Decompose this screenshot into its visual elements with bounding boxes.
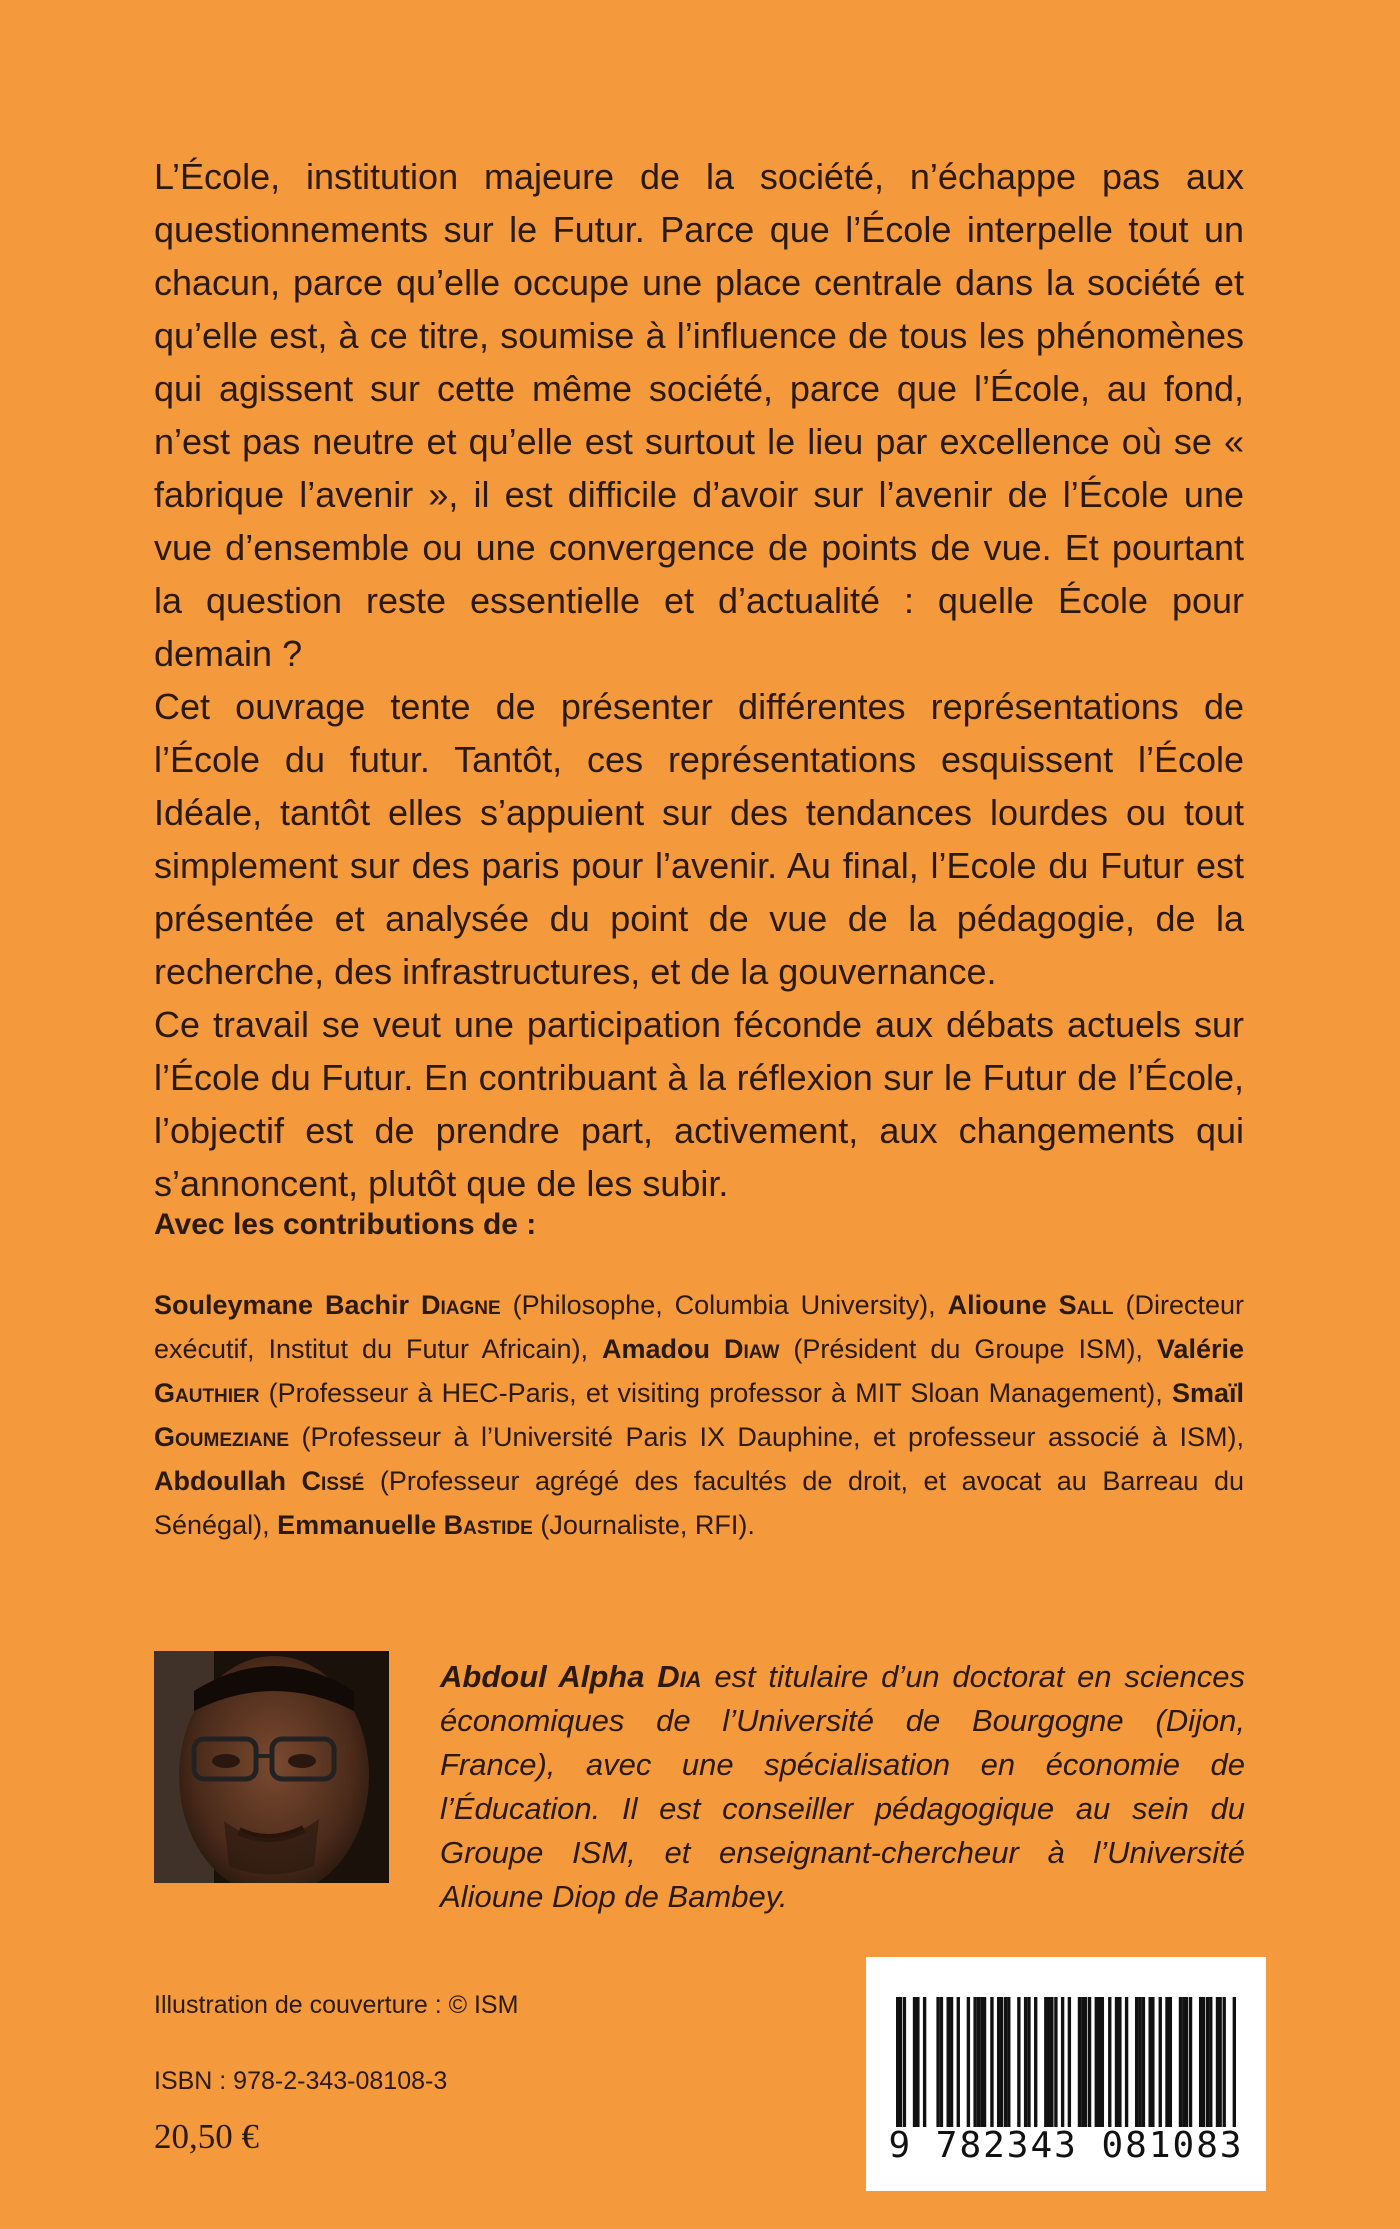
contributor-last-name: Diagne — [421, 1290, 501, 1320]
summary-paragraph: L’École, institution majeure de la société, n’échappe pas aux questionnements sur le Futur. Parce que l’École interpelle tout un chacun, parce qu’elle occupe une place centrale dans la société et qu’elle est, à ce titre, soumise à l’influence de tous les phénomènes qui agissent sur cette même société, parce que l’École, au fond, n’est pas neutre et qu’elle est surtout le lieu par excellence où se « fabrique l’avenir », il est difficile d’avoir sur l’avenir de l’École une vue d’ensemble ou une convergence de points de vue. Et pourtant la question reste essentielle et d’actualité : quelle École pour demain ? — [154, 156, 1244, 674]
author-biography — [440, 1655, 1245, 1919]
contributor-first-name: Smaïl — [1171, 1378, 1244, 1408]
contributor-first-name: Amadou — [602, 1334, 725, 1364]
barcode-bar — [1054, 1997, 1057, 2127]
barcode-bar — [973, 1997, 976, 2127]
author-last-name: Dia — [657, 1659, 702, 1694]
contributor-last-name: Diaw — [724, 1334, 780, 1364]
isbn: ISBN : 978-2-343-08108-3 — [154, 2067, 448, 2095]
barcode-bar — [1179, 1997, 1182, 2127]
barcode-bar — [1118, 1997, 1121, 2127]
illustration-credit: Illustration de couverture : © ISM — [154, 1991, 519, 2019]
contributor-description: (Journaliste, RFI). — [532, 1510, 755, 1540]
barcode-bar — [1007, 1997, 1010, 2127]
barcode-bar — [936, 1997, 939, 2127]
barcode-bar — [1078, 1997, 1081, 2127]
barcode-bar — [1088, 1997, 1091, 2127]
barcode-bar — [1216, 1997, 1222, 2127]
contributor-last-name: Bastide — [443, 1510, 533, 1540]
barcode-bar — [1081, 1997, 1087, 2127]
contributor-description: (Professeur à HEC-Paris, et visiting professor à MIT Sloan Management), — [259, 1378, 1172, 1408]
contributor-description: (Directeur exécutif, Institut du Futur Africain), — [154, 1290, 1244, 1364]
barcode-bar — [950, 1997, 953, 2127]
author-portrait-image — [154, 1651, 389, 1883]
contributor-description: (Professeur à l’Université Paris IX Dauphine, et professeur associé à ISM), — [289, 1422, 1244, 1452]
contributor-last-name: Cissé — [301, 1466, 365, 1496]
barcode-bar — [1017, 1997, 1020, 2127]
barcode-bar — [923, 1997, 926, 2127]
price: 20,50 € — [154, 2117, 259, 2156]
contributor-first-name: Abdoullah — [154, 1466, 302, 1496]
contributor — [154, 1290, 948, 1320]
barcode-bar — [957, 1997, 960, 2127]
summary-paragraph: Ce travail se veut une participation féconde aux débats actuels sur l’École du Futur. En contribuant à la réflexion sur le Futur de l’École, l’objectif est de prendre part, activement, aux changements qui s’annoncent, plutôt que de les subir. — [154, 1004, 1244, 1204]
barcode-bar — [1047, 1997, 1053, 2127]
author-first-name: Abdoul Alpha — [440, 1659, 645, 1694]
barcode-bar — [1027, 1997, 1030, 2127]
barcode-bar — [1233, 1997, 1236, 2127]
contributor — [602, 1334, 1157, 1364]
barcode-bar — [980, 1997, 986, 2127]
barcode-bar — [967, 1997, 970, 2127]
barcode-bar — [1004, 1997, 1007, 2127]
contributor-last-name: Gauthier — [154, 1378, 260, 1408]
barcode-bar — [916, 1997, 919, 2127]
contributions-heading: Avec les contributions de : — [154, 1208, 537, 1241]
barcode-number: 9 782343 081083 — [888, 2125, 1244, 2166]
barcode-bar — [1209, 1997, 1212, 2127]
barcode-bar — [977, 1997, 980, 2127]
barcode-bar — [1135, 1997, 1138, 2127]
barcode-bar — [1138, 1997, 1141, 2127]
barcode-bar — [1182, 1997, 1188, 2127]
barcode-bar — [1068, 1997, 1071, 2127]
contributor-first-name: Alioune — [947, 1290, 1059, 1320]
contributor-last-name: Sall — [1058, 1290, 1114, 1320]
contributor — [277, 1510, 755, 1540]
author-bio-text: est titulaire d’un doctorat en sciences économiques de l’Université de Bourgogne (Dijon, France), avec une spécialisation en économie de l’Éducation. Il est conseiller pédagogique au sein du Groupe ISM, et enseignant-chercheur à l’Université Alioune Diop de Bambey. — [440, 1659, 1245, 1914]
barcode-bar — [903, 1997, 906, 2127]
barcode-bar — [1044, 1997, 1047, 2127]
barcode-bar — [1061, 1997, 1064, 2127]
barcode-bar — [896, 1997, 902, 2127]
barcode-bar — [1125, 1997, 1128, 2127]
barcode-bar — [1148, 1997, 1154, 2127]
contributor-description: (Philosophe, Columbia University), — [500, 1290, 948, 1320]
barcode-bar — [1098, 1997, 1104, 2127]
barcode-bar — [990, 1997, 993, 2127]
barcode-bar — [1199, 1997, 1205, 2127]
contributor-first-name: Emmanuelle — [277, 1510, 444, 1540]
contributor-description: (Professeur agrégé des facultés de droit, et avocat au Barreau du Sénégal), — [154, 1466, 1244, 1540]
barcode-bar — [1142, 1997, 1145, 2127]
barcode-bar — [940, 1997, 943, 2127]
contributor-first-name: Valérie — [1156, 1334, 1244, 1364]
summary-paragraph: Cet ouvrage tente de présenter différentes représentations de l’École du futur. Tantôt, ces représentations esquissent l’École Idéale, tantôt elles s’appuient sur des tendances lourdes ou tout simplement sur des paris pour l’avenir. Au final, l’Ecole du Futur est présentée et analysée du point de vue de la pédagogie, de la recherche, des infrastructures, et de la gouvernance. — [154, 686, 1244, 992]
barcode — [866, 1957, 1266, 2191]
contributors-list — [154, 1283, 1244, 1547]
barcode-bar — [1108, 1997, 1111, 2127]
author-photo — [154, 1651, 389, 1883]
contributor-first-name: Souleymane Bachir — [154, 1290, 421, 1320]
barcode-bar — [997, 1997, 1003, 2127]
barcode-bar — [1095, 1997, 1098, 2127]
barcode-bar — [1034, 1997, 1037, 2127]
barcode-bar — [1169, 1997, 1172, 2127]
contributor-last-name: Goumeziane — [154, 1422, 290, 1452]
barcode-bar — [1189, 1997, 1192, 2127]
barcode-bar — [1024, 1997, 1027, 2127]
contributor-description: (Président du Groupe ISM), — [779, 1334, 1157, 1364]
barcode-bars — [896, 1997, 1236, 2127]
book-summary — [154, 150, 1244, 1210]
barcode-bar — [1223, 1997, 1226, 2127]
barcode-bar — [1159, 1997, 1162, 2127]
barcode-bar — [1206, 1997, 1209, 2127]
